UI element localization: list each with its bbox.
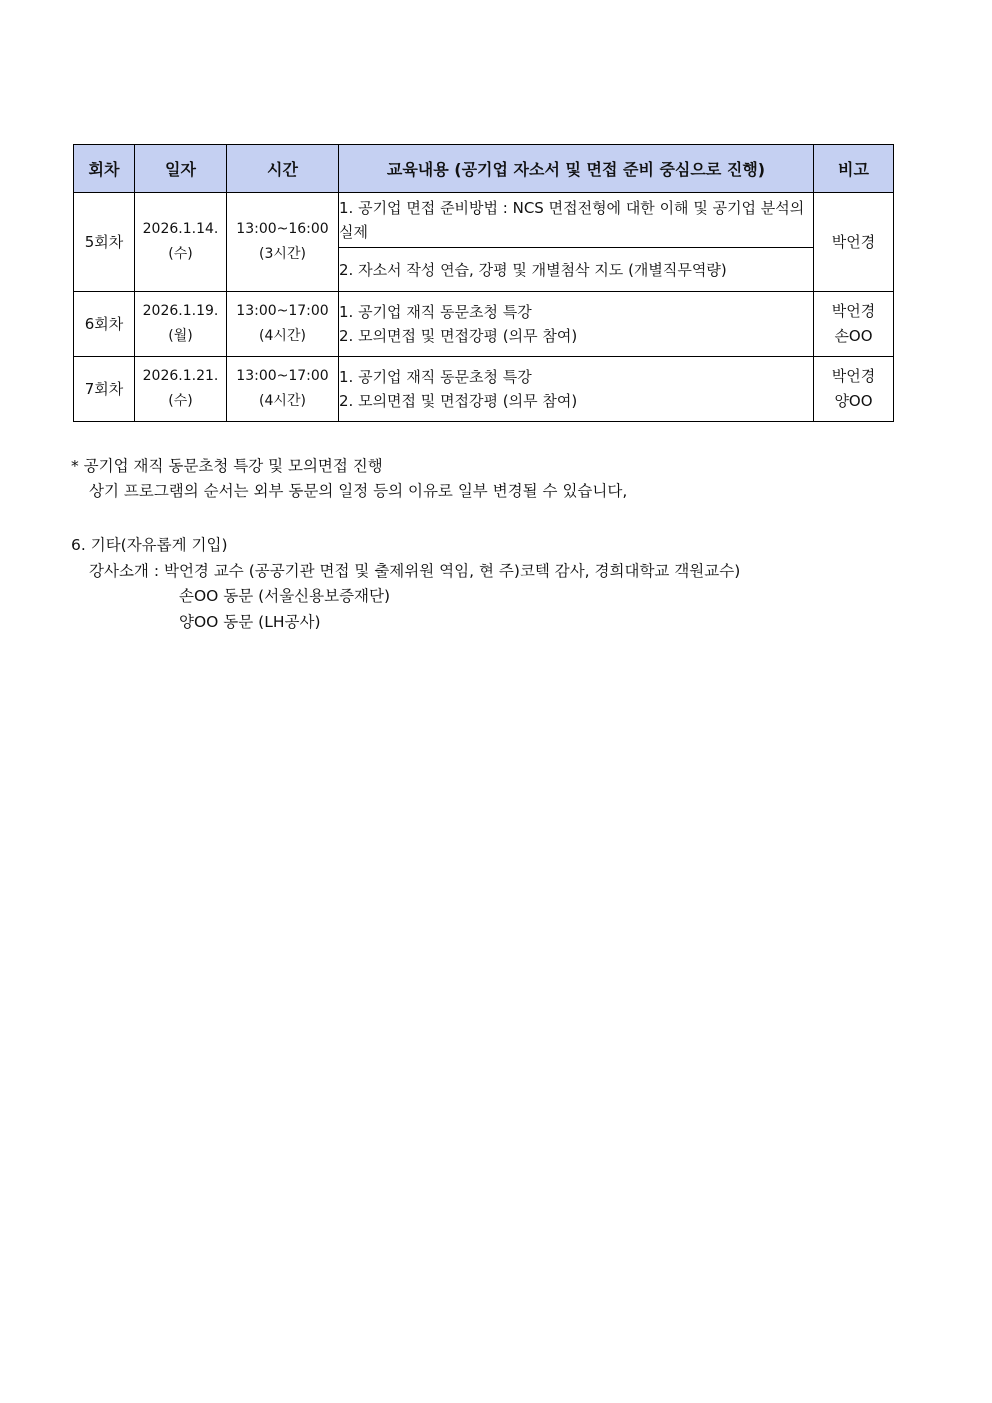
content-item: 1. 공기업 면접 준비방법 : NCS 면접전형에 대한 이해 및 공기업 분석의 실제 [339,199,805,241]
section-title: 6. 기타(자유롭게 기입) [71,536,228,554]
date-cell [135,292,227,357]
time-cell [227,292,339,357]
instructor-name: 박언경 [831,302,876,320]
etc-section [71,533,740,635]
header-session: 회차 [74,145,135,193]
content-item: 2. 모의면접 및 면접강평 (의무 참여) [339,327,578,345]
content-item: 1. 공기업 재직 동문초청 특강 [339,303,532,321]
note-line: 상기 프로그램의 순서는 외부 동문의 일정 등의 이유로 일부 변경될 수 있습니다, [89,482,628,500]
instructor-name: 손OO [834,327,873,345]
note-line: * 공기업 재직 동문초청 특강 및 모의면접 진행 [71,457,383,475]
time-duration: (4시간) [259,393,306,409]
weekday-value: (월) [168,328,193,344]
instructor-intro: 강사소개 : 박언경 교수 (공공기관 면접 및 출제위원 역임, 현 주)코텍 감사, 경희대학교 객원교수) [89,561,741,580]
time-range: 13:00~17:00 [236,303,329,319]
time-cell [227,357,339,422]
note-cell [814,193,894,292]
time-range: 13:00~17:00 [236,368,329,384]
table-header-row [74,145,894,193]
content-cell [339,292,814,357]
weekday-value: (수) [168,246,193,262]
session-cell: 7회차 [74,357,135,422]
instructor-name: 박언경 [831,367,876,385]
time-duration: (4시간) [259,328,306,344]
date-cell [135,357,227,422]
instructor-intro: 양OO 동문 (LH공사) [179,612,321,631]
table-row [74,193,894,248]
content-item: 1. 공기업 재직 동문초청 특강 [339,368,532,386]
note-cell [814,292,894,357]
weekday-value: (수) [168,393,193,409]
table-row [74,292,894,357]
session-cell: 6회차 [74,292,135,357]
date-value: 2026.1.21. [142,368,219,384]
schedule-notes [71,454,627,504]
date-cell [135,193,227,292]
schedule-table [73,144,894,422]
content-item: 2. 자소서 작성 연습, 강평 및 개별첨삭 지도 (개별직무역량) [339,260,727,279]
header-time: 시간 [227,145,339,193]
header-content: 교육내용 (공기업 자소서 및 면접 준비 중심으로 진행) [339,145,814,193]
table-row [74,357,894,422]
session-cell: 5회차 [74,193,135,292]
date-value: 2026.1.14. [142,221,219,237]
time-duration: (3시간) [259,246,306,262]
note-cell [814,357,894,422]
time-range: 13:00~16:00 [236,221,329,237]
instructor-name: 양OO [834,392,873,410]
content-cell [339,248,814,292]
instructor-name: 박언경 [831,232,876,251]
header-date: 일자 [135,145,227,193]
content-cell [339,357,814,422]
time-cell [227,193,339,292]
content-cell [339,193,814,248]
content-item: 2. 모의면접 및 면접강평 (의무 참여) [339,392,578,410]
date-value: 2026.1.19. [142,303,219,319]
instructor-intro: 손OO 동문 (서울신용보증재단) [179,587,391,605]
header-note: 비고 [814,145,894,193]
